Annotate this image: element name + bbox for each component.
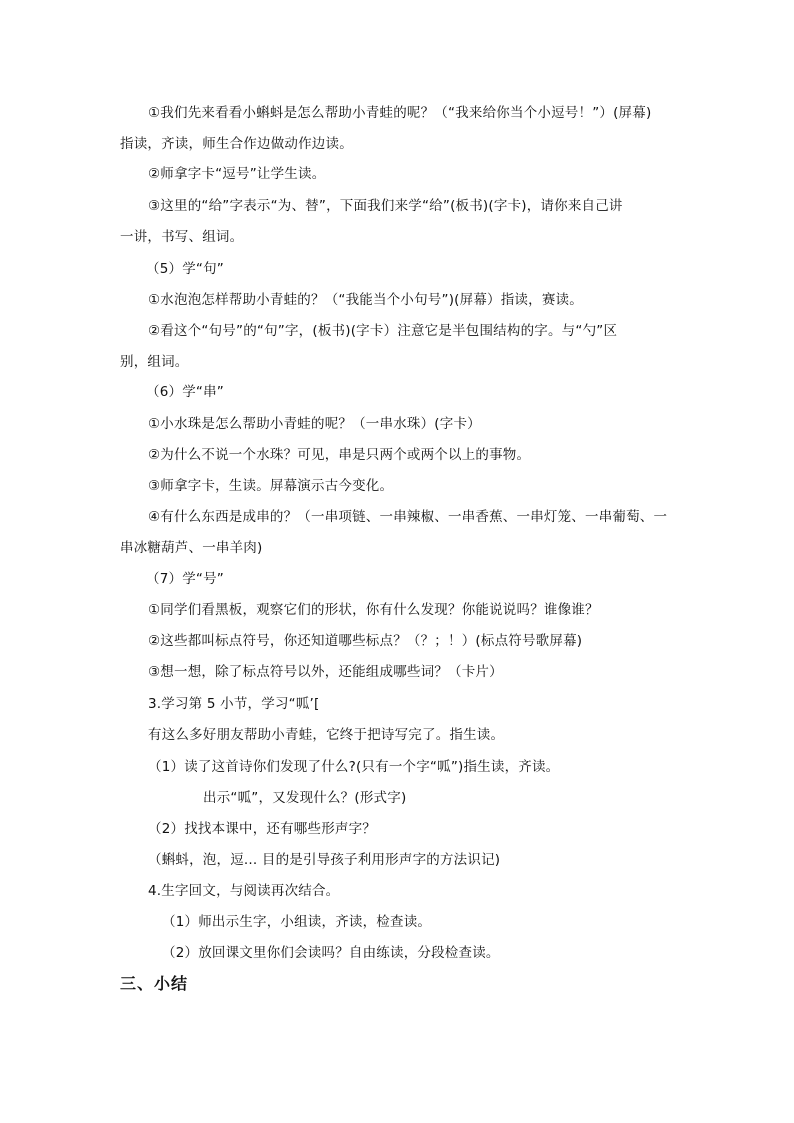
section-heading: 三、小结 xyxy=(120,974,189,993)
text-line: ①同学们看黑板，观察它们的形状，你有什么发现？你能说说吗？谁像谁？ xyxy=(148,602,599,618)
text-line: （1）师出示生字，小组读，齐读，检查读。 xyxy=(162,914,432,930)
text-line: ③这里的“给”字表示“为、替”，下面我们来学“给”(板书)(字卡)，请你来自己讲 xyxy=(148,198,623,214)
text-line: （2）找找本课中，还有哪些形声字？ xyxy=(148,821,376,837)
text-line: 串冰糖葫芦、一串羊肉) xyxy=(120,540,263,556)
text-line: 一讲，书写、组词。 xyxy=(120,229,244,245)
text-line: ④有什么东西是成串的？（一串项链、一串辣椒、一串香蕉、一串灯笼、一串葡萄、一 xyxy=(148,509,668,525)
text-line: ②看这个“句号”的“句”字，(板书)(字卡）注意它是半包围结构的字。与“勺”区 xyxy=(148,323,618,339)
text-line: 有这么多好朋友帮助小青蛙，它终于把诗写完了。指生读。 xyxy=(148,727,505,743)
text-line: 4.生字回文，与阅读再次结合。 xyxy=(148,883,340,899)
text-line: 3.学习第 5 小节，学习“呱’[ xyxy=(148,696,320,712)
text-line: ②这些都叫标点符号，你还知道哪些标点？（？；！）(标点符号歌屏幕) xyxy=(148,633,583,649)
text-line: ①我们先来看看小蝌蚪是怎么帮助小青蛙的呢？（“我来给你当个小逗号！”）(屏幕) xyxy=(148,105,652,121)
subsection-title: （5）学“句” xyxy=(146,261,224,277)
text-line: （2）放回课文里你们会读吗？自由练读，分段检查读。 xyxy=(162,945,500,961)
subsection-title: （7）学“号” xyxy=(146,571,224,587)
text-line: ①水泡泡怎样帮助小青蛙的？（“我能当个小句号”)(屏幕）指读，赛读。 xyxy=(148,292,583,308)
text-line: 指读，齐读，师生合作边做动作边读。 xyxy=(120,136,353,152)
text-line: （1）读了这首诗你们发现了什么?(只有一个字“呱”)指生读，齐读。 xyxy=(148,759,560,775)
text-line: ③师拿字卡，生读。屏幕演示古今变化。 xyxy=(148,478,394,494)
text-line: 别，组词。 xyxy=(120,354,189,370)
text-line: ②师拿字卡“逗号”让学生读。 xyxy=(148,166,326,182)
text-line: ①小水珠是怎么帮助小青蛙的呢？（一串水珠）(字卡） xyxy=(148,416,481,432)
text-line: ③想一想，除了标点符号以外，还能组成哪些词？（卡片） xyxy=(148,664,503,680)
text-line: ②为什么不说一个水珠？可见，串是只两个或两个以上的事物。 xyxy=(148,447,531,463)
text-line: （蝌蚪，泡，逗... 目的是引导孩子利用形声字的方法识记) xyxy=(148,852,501,868)
subsection-title: （6）学“串” xyxy=(146,384,224,400)
text-line: 出示“呱”，又发现什么？(形式字) xyxy=(203,790,407,806)
